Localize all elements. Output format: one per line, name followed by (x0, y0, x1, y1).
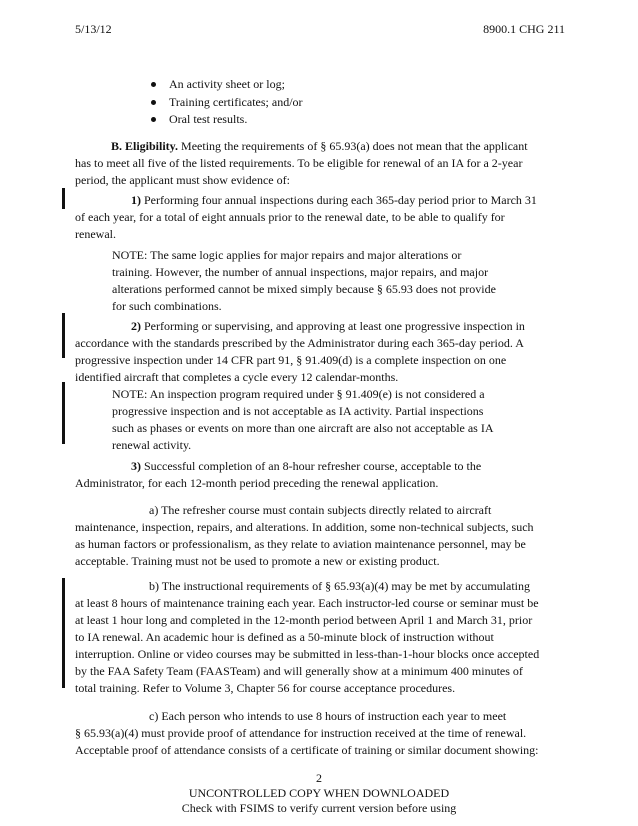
note-line: such as phases or events on more than one aircraft are also not acceptable as IA (112, 421, 494, 435)
item-line: at least 1 hour long and completed in the 12-month period between April 1 and March 31, prior (75, 613, 533, 627)
bullet-dot (151, 117, 156, 122)
item-line: total training. Refer to Volume 3, Chapter 56 for course acceptance procedures. (75, 681, 456, 695)
note-line: training. However, the number of annual inspections, major repairs, and major (112, 265, 489, 279)
note-line: NOTE: The same logic applies for major repairs and major alterations or (112, 248, 462, 262)
header-doc-id: 8900.1 CHG 211 (483, 22, 565, 36)
change-bar (62, 578, 65, 688)
item-line: interruption. Online or video courses may be submitted in less-than-1-hour blocks once accepted (75, 647, 540, 661)
item-line: at least 8 hours of maintenance training each year. Each instructor-led course or seminar must be (75, 596, 539, 610)
item-line: renewal. (75, 227, 116, 241)
note-line: for such combinations. (112, 299, 222, 313)
footer-line-1: UNCONTROLLED COPY WHEN DOWNLOADED (188, 786, 450, 800)
item-line: identified aircraft that completes a cycle every 12 calendar-months. (75, 370, 399, 384)
note-line: renewal activity. (112, 438, 192, 452)
item-line: as human factors or professionalism, as they relate to aviation maintenance personnel, may be (75, 537, 526, 551)
item-line: a) The refresher course must contain subjects directly related to aircraft (149, 503, 492, 517)
item-line: b) The instructional requirements of § 65.93(a)(4) may be met by accumulating (149, 579, 530, 593)
item-line: to IA renewal. An academic hour is defined as a 50-minute block of instruction without (75, 630, 494, 644)
item-number: 3) (131, 459, 141, 473)
eligibility-label: B. Eligibility. (111, 139, 179, 153)
page-number: 2 (316, 771, 322, 785)
item-line: acceptable. Training must not be used to promote a new or existing product. (75, 554, 440, 568)
change-bar (62, 313, 65, 358)
eligibility-line: has to meet all five of the listed requirements. To be eligible for renewal of an IA for a 2-year (75, 156, 523, 170)
bullet-item: An activity sheet or log; (169, 77, 285, 91)
note-line: progressive inspection and is not acceptable as IA activity. Partial inspections (112, 404, 484, 418)
bullet-dot (151, 100, 156, 105)
item-line: Administrator, for each 12-month period preceding the renewal application. (75, 476, 439, 490)
bullet-item: Oral test results. (169, 112, 248, 126)
eligibility-line: Meeting the requirements of § 65.93(a) does not mean that the applicant (178, 139, 528, 153)
item-number: 2) (131, 319, 141, 333)
footer-line-2: Check with FSIMS to verify current version before using (181, 801, 457, 815)
change-bar (62, 382, 65, 444)
item-line: § 65.93(a)(4) must provide proof of attendance for instruction received at the time of renewal. (75, 726, 527, 740)
eligibility-line: period, the applicant must show evidence of: (75, 173, 290, 187)
item-line: maintenance, inspection, repairs, and alterations. In addition, some non-technical subjects, such (75, 520, 534, 534)
header-date: 5/13/12 (75, 22, 112, 36)
item-number: 1) (131, 193, 141, 207)
item-line: Performing or supervising, and approving at least one progressive inspection in (141, 319, 525, 333)
item-line: Acceptable proof of attendance consists of a certificate of training or similar document showing: (75, 743, 539, 757)
note-line: NOTE: An inspection program required under § 91.409(e) is not considered a (112, 387, 485, 401)
item-line: Successful completion of an 8-hour refresher course, acceptable to the (141, 459, 482, 473)
item-line: by the FAA Safety Team (FAASTeam) and will generally show at a minimum 400 minutes of (75, 664, 523, 678)
item-line: progressive inspection under 14 CFR part 91, § 91.409(d) is a complete inspection on one (75, 353, 507, 367)
change-bar (62, 188, 65, 209)
bullet-dot (151, 82, 156, 87)
item-line: accordance with the standards prescribed by the Administrator during each 365-day period. A (75, 336, 524, 350)
item-line: of each year, for a total of eight annuals prior to the renewal date, to be able to qualify for (75, 210, 505, 224)
note-line: alterations performed cannot be mixed simply because § 65.93 does not provide (112, 282, 496, 296)
item-line: c) Each person who intends to use 8 hours of instruction each year to meet (149, 709, 507, 723)
item-line: Performing four annual inspections during each 365-day period prior to March 31 (141, 193, 537, 207)
bullet-item: Training certificates; and/or (169, 95, 303, 109)
